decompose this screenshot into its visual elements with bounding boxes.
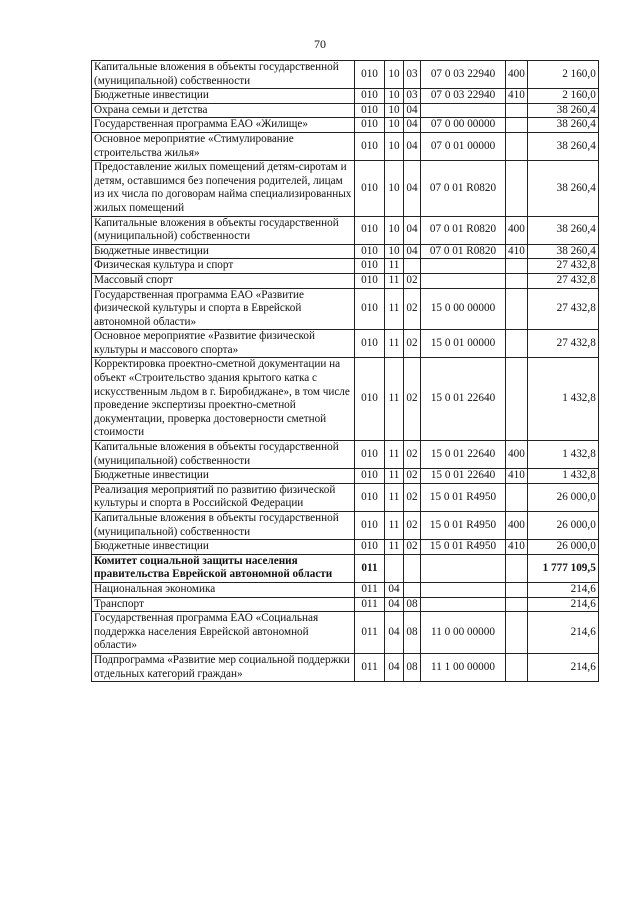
table-row [92,469,599,484]
row-subsection-code: 03 [404,61,421,89]
row-name: Государственная программа ЕАО «Развитие физической культуры и спорта в Еврейской автономной области» [92,288,355,330]
budget-table-body [92,61,599,682]
row-grbs-code: 010 [355,288,385,330]
row-subsection-code: 02 [404,441,421,469]
row-target-article-code: 15 0 01 22640 [421,358,506,441]
row-target-article-code [421,554,506,582]
row-section-code: 11 [385,330,404,358]
row-target-article-code: 07 0 03 22940 [421,61,506,89]
row-expense-type-code [506,273,528,288]
row-name: Капитальные вложения в объекты государственной (муниципальной) собственности [92,512,355,540]
row-target-article-code: 07 0 01 R0820 [421,244,506,259]
row-section-code: 11 [385,540,404,555]
table-row [92,330,599,358]
table-row [92,597,599,612]
row-expense-type-code: 400 [506,216,528,244]
row-subsection-code: 08 [404,612,421,654]
row-expense-type-code [506,554,528,582]
row-subsection-code [404,259,421,274]
row-section-code: 11 [385,288,404,330]
row-name: Государственная программа ЕАО «Социальная поддержка населения Еврейской автономной области» [92,612,355,654]
row-amount: 38 260,4 [527,216,598,244]
row-target-article-code [421,273,506,288]
row-subsection-code: 04 [404,118,421,133]
row-grbs-code: 011 [355,653,385,681]
row-grbs-code: 010 [355,273,385,288]
row-section-code: 10 [385,244,404,259]
table-row [92,89,599,104]
row-amount: 26 000,0 [527,483,598,511]
row-amount: 1 432,8 [527,469,598,484]
row-grbs-code: 010 [355,441,385,469]
row-expense-type-code [506,132,528,160]
row-name: Комитет социальной защиты населения правительства Еврейской автономной области [92,554,355,582]
row-target-article-code: 15 0 01 22640 [421,469,506,484]
row-name: Бюджетные инвестиции [92,469,355,484]
row-grbs-code: 010 [355,330,385,358]
row-grbs-code: 010 [355,103,385,118]
row-subsection-code: 04 [404,244,421,259]
row-amount: 26 000,0 [527,540,598,555]
table-row [92,216,599,244]
row-section-code: 10 [385,89,404,104]
row-grbs-code: 011 [355,597,385,612]
row-amount: 1 432,8 [527,358,598,441]
row-name: Массовый спорт [92,273,355,288]
row-target-article-code: 07 0 01 00000 [421,132,506,160]
row-grbs-code: 010 [355,540,385,555]
row-subsection-code: 02 [404,540,421,555]
row-name: Капитальные вложения в объекты государственной (муниципальной) собственности [92,216,355,244]
page-number: 70 [314,37,326,51]
row-amount: 1 777 109,5 [527,554,598,582]
table-row [92,161,599,216]
table-row [92,259,599,274]
table-row [92,441,599,469]
row-subsection-code: 02 [404,273,421,288]
table-row [92,483,599,511]
row-subsection-code: 04 [404,216,421,244]
row-subsection-code: 02 [404,288,421,330]
table-row [92,540,599,555]
row-grbs-code: 011 [355,582,385,597]
row-name: Физическая культура и спорт [92,259,355,274]
row-target-article-code: 11 1 00 00000 [421,653,506,681]
row-target-article-code: 15 0 01 R4950 [421,483,506,511]
row-amount: 26 000,0 [527,512,598,540]
row-name: Транспорт [92,597,355,612]
row-amount: 27 432,8 [527,330,598,358]
row-amount: 27 432,8 [527,273,598,288]
row-name: Национальная экономика [92,582,355,597]
row-expense-type-code [506,582,528,597]
table-row [92,288,599,330]
row-section-code: 11 [385,259,404,274]
row-expense-type-code: 410 [506,89,528,104]
row-grbs-code: 010 [355,132,385,160]
row-name: Охрана семьи и детства [92,103,355,118]
row-section-code: 10 [385,118,404,133]
row-section-code: 10 [385,132,404,160]
table-row [92,244,599,259]
row-grbs-code: 010 [355,161,385,216]
table-row [92,61,599,89]
row-subsection-code: 03 [404,89,421,104]
row-amount: 214,6 [527,597,598,612]
row-grbs-code: 010 [355,89,385,104]
table-row [92,358,599,441]
row-amount: 2 160,0 [527,89,598,104]
row-section-code: 04 [385,653,404,681]
row-target-article-code: 15 0 01 00000 [421,330,506,358]
row-grbs-code: 010 [355,358,385,441]
row-expense-type-code: 410 [506,244,528,259]
row-expense-type-code [506,597,528,612]
row-expense-type-code: 400 [506,61,528,89]
row-amount: 214,6 [527,582,598,597]
row-grbs-code: 010 [355,216,385,244]
row-section-code: 10 [385,61,404,89]
row-section-code [385,554,404,582]
table-row [92,512,599,540]
row-grbs-code: 011 [355,612,385,654]
row-target-article-code: 15 0 00 00000 [421,288,506,330]
row-target-article-code: 11 0 00 00000 [421,612,506,654]
row-section-code: 11 [385,358,404,441]
row-grbs-code: 010 [355,483,385,511]
table-row [92,582,599,597]
row-section-code: 11 [385,441,404,469]
row-name: Государственная программа ЕАО «Жилище» [92,118,355,133]
row-name: Предоставление жилых помещений детям-сиротам и детям, оставшимся без попечения родителей, лицам из их числа по договорам найма специализированных жилых помещений [92,161,355,216]
row-expense-type-code [506,330,528,358]
row-amount: 38 260,4 [527,244,598,259]
row-expense-type-code [506,358,528,441]
row-amount: 214,6 [527,653,598,681]
row-amount: 27 432,8 [527,259,598,274]
row-subsection-code: 02 [404,358,421,441]
row-name: Бюджетные инвестиции [92,540,355,555]
row-expense-type-code: 400 [506,512,528,540]
row-target-article-code: 15 0 01 R4950 [421,512,506,540]
row-expense-type-code [506,103,528,118]
row-target-article-code: 07 0 00 00000 [421,118,506,133]
row-subsection-code: 02 [404,512,421,540]
row-amount: 2 160,0 [527,61,598,89]
table-row [92,103,599,118]
table-row [92,612,599,654]
row-subsection-code: 02 [404,330,421,358]
row-target-article-code: 07 0 03 22940 [421,89,506,104]
row-section-code: 10 [385,161,404,216]
row-amount: 214,6 [527,612,598,654]
row-name: Капитальные вложения в объекты государственной (муниципальной) собственности [92,441,355,469]
row-expense-type-code [506,118,528,133]
row-target-article-code: 15 0 01 R4950 [421,540,506,555]
row-name: Основное мероприятие «Стимулирование строительства жилья» [92,132,355,160]
row-expense-type-code: 410 [506,469,528,484]
row-grbs-code: 010 [355,244,385,259]
row-subsection-code: 02 [404,469,421,484]
row-expense-type-code [506,612,528,654]
row-target-article-code [421,597,506,612]
row-name: Основное мероприятие «Развитие физической культуры и массового спорта» [92,330,355,358]
row-target-article-code: 07 0 01 R0820 [421,216,506,244]
row-amount: 27 432,8 [527,288,598,330]
row-grbs-code: 010 [355,118,385,133]
row-target-article-code [421,259,506,274]
row-section-code: 10 [385,216,404,244]
row-grbs-code: 010 [355,469,385,484]
row-name: Подпрограмма «Развитие мер социальной поддержки отдельных категорий граждан» [92,653,355,681]
row-name: Капитальные вложения в объекты государственной (муниципальной) собственности [92,61,355,89]
row-subsection-code [404,554,421,582]
row-amount: 38 260,4 [527,103,598,118]
row-section-code: 04 [385,612,404,654]
row-expense-type-code [506,483,528,511]
budget-table [91,60,599,682]
row-subsection-code: 02 [404,483,421,511]
row-amount: 1 432,8 [527,441,598,469]
row-subsection-code [404,582,421,597]
row-name: Корректировка проектно-сметной документации на объект «Строительство здания крытого катка с искусственным льдом в г. Биробиджане», в том числе проведение экспертизы проектно-сметной документации, проверка достоверности сметной стоимости [92,358,355,441]
row-target-article-code [421,103,506,118]
row-name: Бюджетные инвестиции [92,89,355,104]
row-section-code: 11 [385,273,404,288]
row-target-article-code [421,582,506,597]
row-section-code: 11 [385,483,404,511]
row-amount: 38 260,4 [527,161,598,216]
row-grbs-code: 011 [355,554,385,582]
table-row [92,132,599,160]
row-subsection-code: 08 [404,597,421,612]
row-subsection-code: 04 [404,103,421,118]
table-row [92,273,599,288]
row-grbs-code: 010 [355,61,385,89]
row-grbs-code: 010 [355,259,385,274]
table-row [92,653,599,681]
row-section-code: 04 [385,582,404,597]
row-section-code: 10 [385,103,404,118]
row-target-article-code: 07 0 01 R0820 [421,161,506,216]
row-expense-type-code [506,288,528,330]
row-section-code: 11 [385,469,404,484]
row-target-article-code: 15 0 01 22640 [421,441,506,469]
row-amount: 38 260,4 [527,118,598,133]
row-subsection-code: 04 [404,161,421,216]
row-expense-type-code [506,259,528,274]
row-subsection-code: 04 [404,132,421,160]
row-expense-type-code [506,161,528,216]
row-expense-type-code: 400 [506,441,528,469]
row-section-code: 11 [385,512,404,540]
row-subsection-code: 08 [404,653,421,681]
row-expense-type-code [506,653,528,681]
row-section-code: 04 [385,597,404,612]
row-name: Реализация мероприятий по развитию физической культуры и спорта в Российской Федерации [92,483,355,511]
row-expense-type-code: 410 [506,540,528,555]
row-grbs-code: 010 [355,512,385,540]
table-row [92,554,599,582]
row-name: Бюджетные инвестиции [92,244,355,259]
row-amount: 38 260,4 [527,132,598,160]
table-row [92,118,599,133]
